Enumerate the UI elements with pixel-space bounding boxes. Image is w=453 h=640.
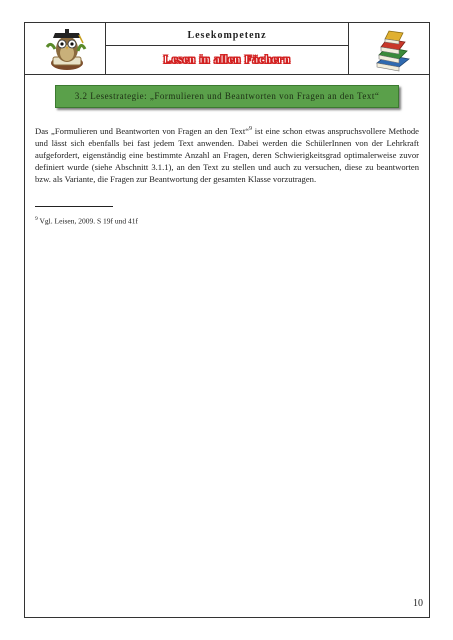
owl-reading-book-icon <box>43 27 89 73</box>
header-divider <box>105 45 349 46</box>
body-paragraph <box>35 123 419 185</box>
footnote-text: Vgl. Leisen, 2009. S 19f und 41f <box>37 216 139 226</box>
header-bottom-border <box>25 74 429 75</box>
page-number: 10 <box>413 598 423 609</box>
section-heading-box <box>55 85 399 108</box>
body-text-intro: Das „Formulieren und Beantworten von Fragen an den Text“ <box>35 125 250 136</box>
footnote-number: 9 <box>35 216 38 222</box>
footnote <box>35 216 138 226</box>
book-stack-icon <box>369 27 415 73</box>
header-title: Lesekompetenz <box>187 30 267 41</box>
header-subtitle: Lesen in allen Fächern <box>163 52 291 66</box>
section-title: 3.2 Lesestrategie: „Formulieren und Beantworten von Fragen an den Text“ <box>74 91 380 101</box>
page-frame <box>24 22 430 618</box>
footnote-reference: 9 <box>249 126 253 132</box>
body-text-main: ist eine schon etwas anspruchsvollere Methode und lässt sich ebenfalls bei fast jedem Text anwenden. Dabei werden die SchülerInnen von der Lehrkraft aufgefordert, eigenständig eine bestimmte Anzahl an Fragen, deren Schwierigkeitsgrad optimalerweise zuvor definiert wurde (siehe Abschnitt 3.1.1), an den Text zu stellen und auch zu versuchen, diese zu beantworten bzw. als Variante, die Fragen zur Beantwortung der gesamten Klasse vorzutragen. <box>35 125 419 184</box>
footnote-divider <box>35 206 113 207</box>
page-header <box>25 23 429 75</box>
